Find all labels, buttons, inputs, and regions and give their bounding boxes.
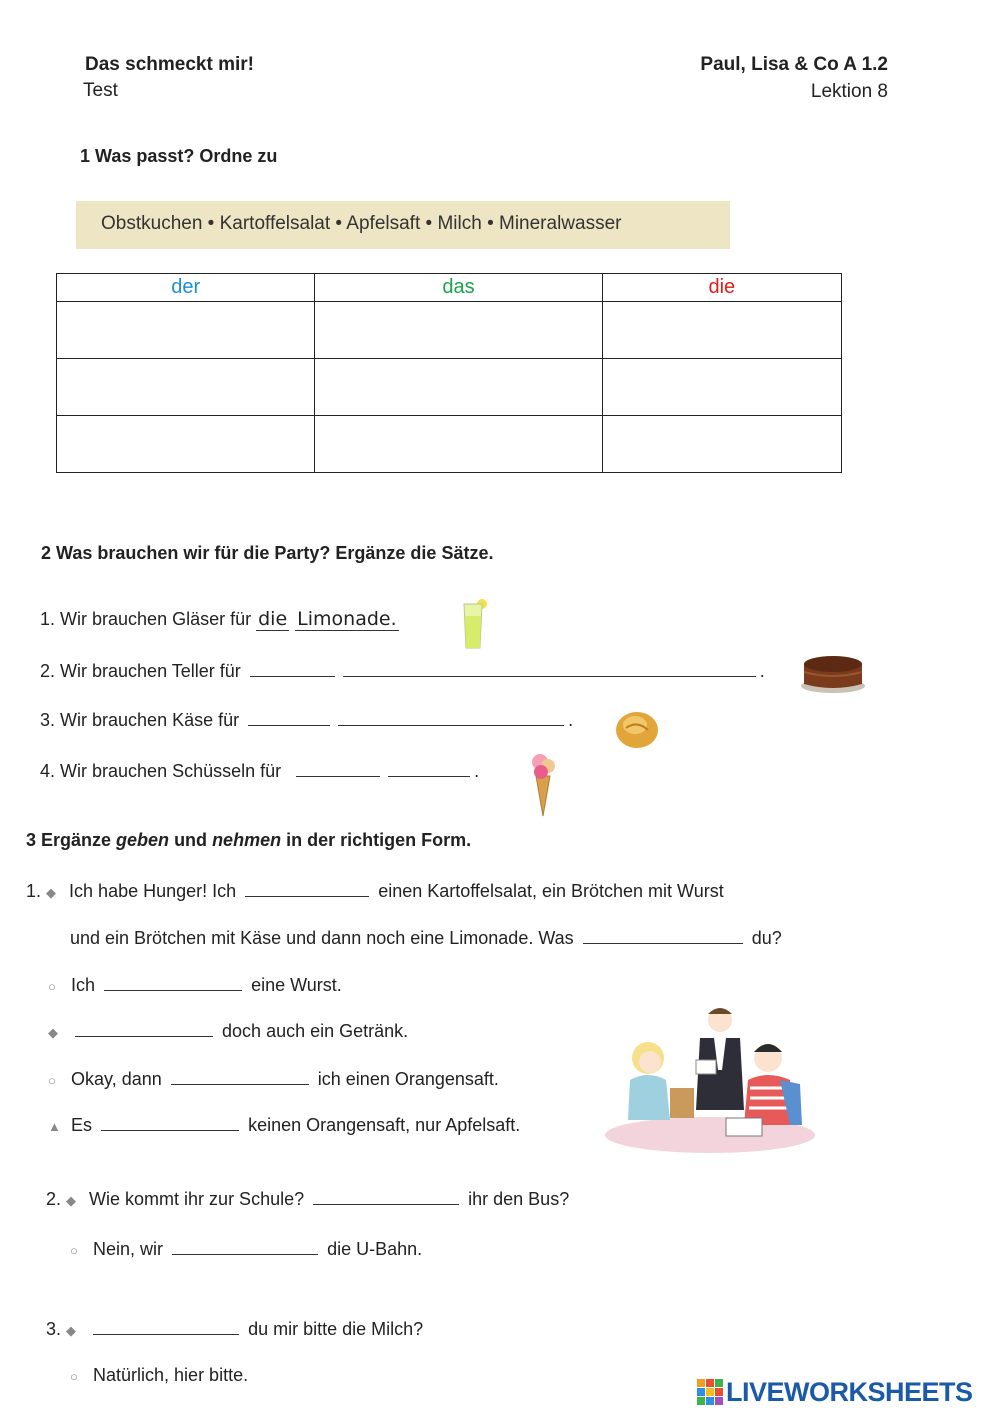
line-text: Okay, dann <box>71 1069 162 1089</box>
item-number: 1. <box>26 881 42 901</box>
circle-marker-icon: ○ <box>70 1369 78 1384</box>
item-number: 2. <box>46 1189 62 1209</box>
dialogue3-line1 <box>46 1316 423 1340</box>
liveworksheets-logo <box>697 1377 973 1407</box>
item-number: 3. <box>40 710 56 730</box>
diamond-marker-icon: ◆ <box>46 885 57 900</box>
line-text: einen Kartoffelsalat, ein Brötchen mit Wurst <box>378 881 724 901</box>
line-text: Es <box>71 1115 93 1135</box>
sentence-4: 4. Wir brauchen Schüsseln für . <box>40 758 479 782</box>
line-text: Ich habe Hunger! Ich <box>69 881 237 901</box>
word-box-text: Obstkuchen • Kartoffelsalat • Apfelsaft • Milch • Mineralwasser <box>101 213 622 234</box>
verb-blank[interactable] <box>75 1018 213 1037</box>
sentence-text: Wir brauchen Teller für <box>60 661 241 681</box>
line-text: eine Wurst. <box>251 975 342 995</box>
circle-marker-icon: ○ <box>48 1073 56 1088</box>
circle-marker-icon: ○ <box>48 979 56 994</box>
page-title: Das schmeckt mir! <box>85 54 254 75</box>
heading-nehmen: nehmen <box>212 830 282 850</box>
dialogue1-line5 <box>48 1066 499 1090</box>
verb-blank[interactable] <box>104 972 242 991</box>
heading-text: und <box>169 830 213 850</box>
column-die: die <box>602 274 841 302</box>
ice-cream-icon <box>528 748 558 818</box>
answer-cell[interactable] <box>602 359 841 416</box>
line-text: doch auch ein Getränk. <box>222 1021 409 1041</box>
triangle-marker-icon: ▲ <box>48 1119 61 1134</box>
noun-blank[interactable] <box>388 758 470 777</box>
line-text: ich einen Orangensaft. <box>317 1069 499 1089</box>
noun-blank[interactable] <box>338 707 564 726</box>
book-title: Paul, Lisa & Co A 1.2 <box>700 54 888 75</box>
section3-heading <box>26 830 471 851</box>
article-blank[interactable] <box>296 758 380 777</box>
sorting-table <box>56 273 842 473</box>
dialogue1-line3 <box>48 972 342 996</box>
lemonade-glass-icon <box>460 598 490 650</box>
verb-blank[interactable] <box>172 1236 318 1255</box>
line-text: du mir bitte die Milch? <box>248 1319 424 1339</box>
page-subtitle: Test <box>83 80 118 101</box>
sentence-text: Wir brauchen Gläser für <box>60 609 252 629</box>
verb-blank[interactable] <box>101 1112 239 1131</box>
column-der: der <box>57 274 315 302</box>
sentence-2: 2. Wir brauchen Teller für . <box>40 658 765 682</box>
logo-text: LIVEWORKSHEETS <box>726 1376 973 1407</box>
sentence-text: Wir brauchen Schüsseln für <box>60 761 282 781</box>
sentence-3: 3. Wir brauchen Käse für . <box>40 707 573 731</box>
example-article: die <box>258 608 288 630</box>
verb-blank[interactable] <box>93 1316 239 1335</box>
answer-cell[interactable] <box>315 359 602 416</box>
dialogue2-line2 <box>70 1236 422 1260</box>
answer-cell[interactable] <box>315 416 602 473</box>
answer-cell[interactable] <box>57 359 315 416</box>
bread-roll-icon <box>614 708 660 750</box>
heading-text: in der richtigen Form. <box>281 830 472 850</box>
line-text: Natürlich, hier bitte. <box>93 1365 249 1385</box>
example-noun: Limonade. <box>297 608 397 630</box>
lesson-label: Lektion 8 <box>810 81 888 102</box>
verb-blank[interactable] <box>171 1066 309 1085</box>
answer-cell[interactable] <box>315 302 602 359</box>
logo-blocks-icon <box>697 1379 723 1405</box>
item-number: 1. <box>40 609 56 629</box>
answer-cell[interactable] <box>602 416 841 473</box>
dialogue1-line4 <box>48 1018 408 1042</box>
diamond-marker-icon: ◆ <box>66 1193 77 1208</box>
diamond-marker-icon: ◆ <box>48 1025 58 1040</box>
line-text: Nein, wir <box>93 1239 164 1259</box>
section1-heading: 1 Was passt? Ordne zu <box>80 146 278 166</box>
sentence-1 <box>40 608 405 630</box>
answer-cell[interactable] <box>57 416 315 473</box>
dialogue2-line1 <box>46 1186 569 1210</box>
item-number: 2. <box>40 661 56 681</box>
line-text: Wie kommt ihr zur Schule? <box>89 1189 305 1209</box>
line-text: keinen Orangensaft, nur Apfelsaft. <box>248 1115 521 1135</box>
dialogue3-line2 <box>70 1365 248 1386</box>
noun-blank[interactable] <box>343 658 756 677</box>
dialogue1-line2 <box>70 925 782 949</box>
verb-blank[interactable] <box>245 878 369 897</box>
line-text: und ein Brötchen mit Käse und dann noch eine Limonade. Was <box>70 928 574 948</box>
verb-blank[interactable] <box>313 1186 459 1205</box>
word-box <box>76 201 730 249</box>
sentence-text: Wir brauchen Käse für <box>60 710 240 730</box>
circle-marker-icon: ○ <box>70 1243 78 1258</box>
heading-text: 3 Ergänze <box>26 830 117 850</box>
line-text: du? <box>751 928 782 948</box>
cake-icon <box>800 652 866 694</box>
article-blank[interactable] <box>248 707 330 726</box>
article-blank[interactable] <box>250 658 335 677</box>
cafe-people-illustration <box>600 1000 820 1155</box>
line-text: ihr den Bus? <box>468 1189 570 1209</box>
dialogue1-line6 <box>48 1112 520 1136</box>
verb-blank[interactable] <box>583 925 743 944</box>
line-text: die U-Bahn. <box>327 1239 423 1259</box>
line-text: Ich <box>71 975 96 995</box>
answer-cell[interactable] <box>602 302 841 359</box>
answer-cell[interactable] <box>57 302 315 359</box>
item-number: 3. <box>46 1319 62 1339</box>
item-number: 4. <box>40 761 56 781</box>
dialogue1-line1 <box>26 878 724 902</box>
diamond-marker-icon: ◆ <box>66 1323 77 1338</box>
section2-heading: 2 Was brauchen wir für die Party? Ergänze die Sätze. <box>41 543 494 563</box>
heading-geben: geben <box>116 830 170 850</box>
column-das: das <box>315 274 602 302</box>
